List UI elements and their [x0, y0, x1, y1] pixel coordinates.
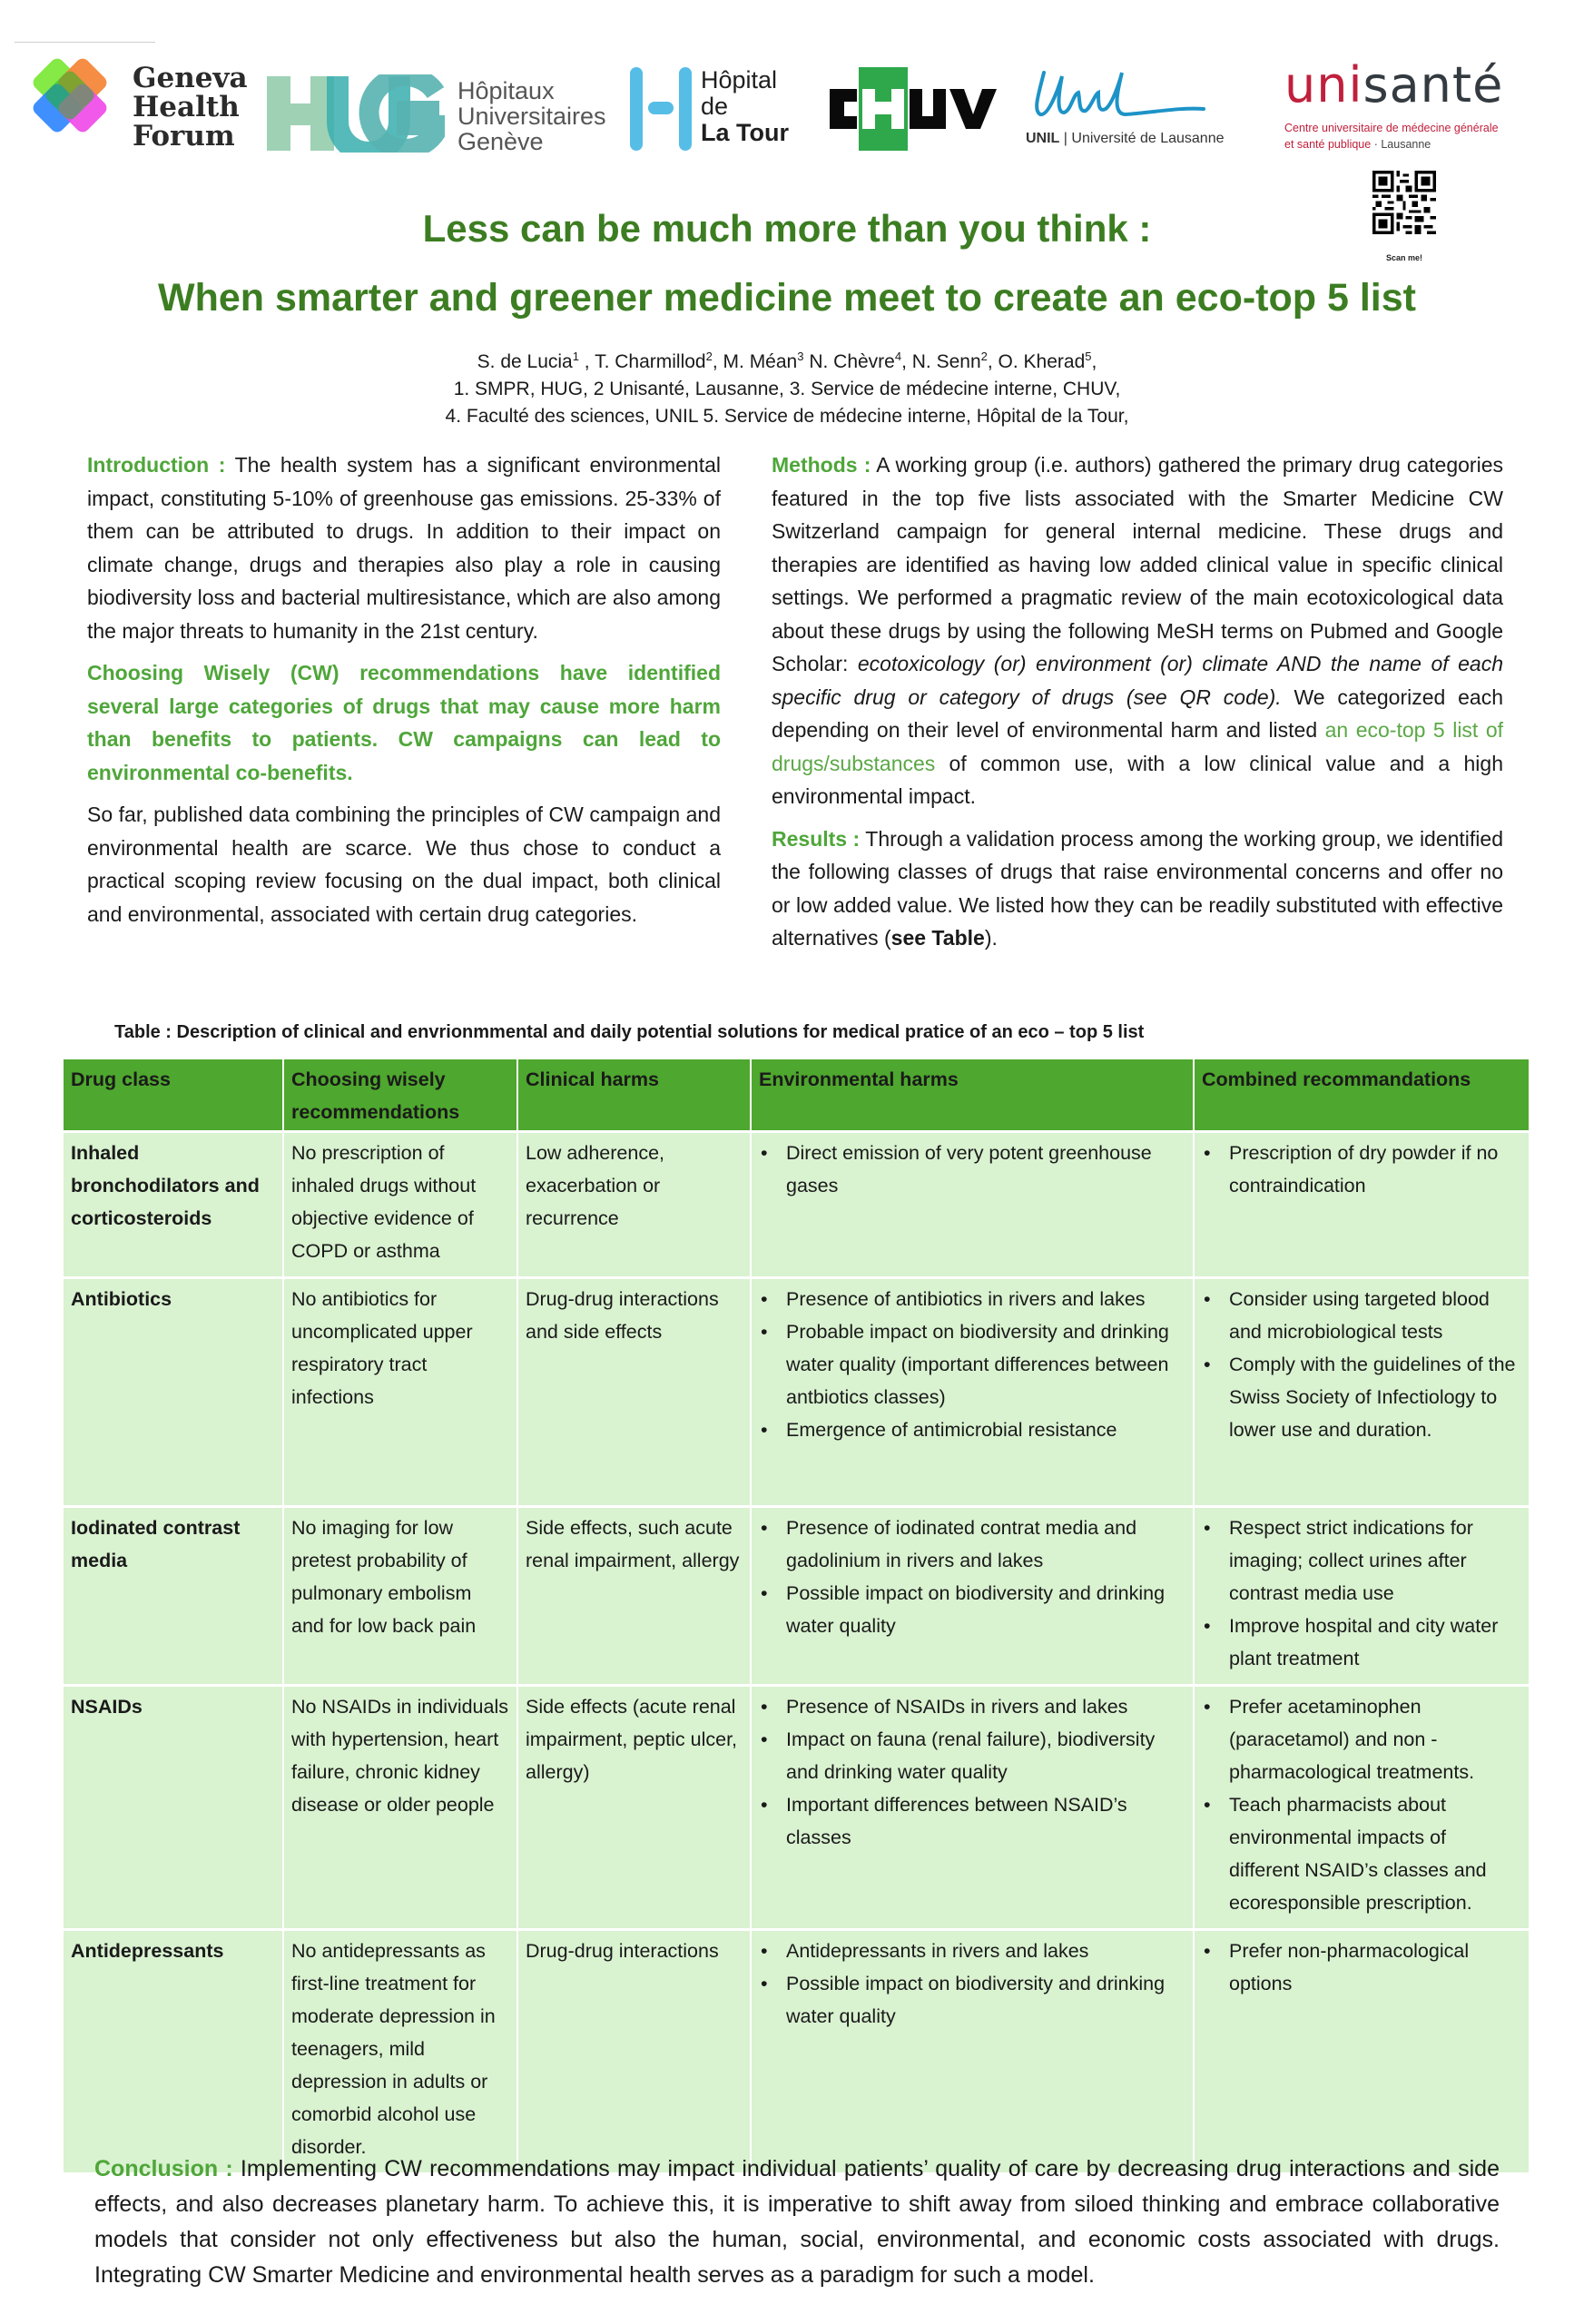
unil-name: Université de Lausanne [1071, 131, 1225, 146]
author: S. de Lucia$^1$ , [477, 350, 595, 372]
rec-cell [1194, 1507, 1530, 1686]
env-cell [751, 1507, 1194, 1686]
ghf-line-1: Geneva [133, 62, 248, 94]
author-list [0, 343, 1574, 376]
env-item: • Probable impact on biodiversity and drinking water quality (important differences between antbiotics classes) [786, 1315, 1185, 1413]
header-drug-class: Drug class [64, 1059, 283, 1132]
latour-h-icon [626, 65, 699, 153]
rec-item: • Prescription of dry powder if no contraindication [1229, 1137, 1521, 1202]
introduction-paragraph: Introduction : The health system has a significant environmental impact, constituting 5-10% of greenhouse gas emissions. 25-33% of them can be attributed to drugs. In addition to their impact on climate change, drugs and therapies also play a role in causing biodiversity loss and bacterial multiresistance, which are also among the major threats to humanity in the 21st century. [87, 453, 721, 643]
chuv-logo [828, 65, 1000, 153]
cw-cell: No NSAIDs in individuals with hypertension, heart failure, chronic kidney disease or older people [283, 1686, 517, 1930]
affiliations-line-1: 1. SMPR, HUG, 2 Unisanté, Lausanne, 3. Service de médecine interne, CHUV, [453, 379, 1121, 399]
hug-line-3: Genève [457, 128, 544, 155]
ghf-flower-icon [20, 58, 120, 158]
env-cell [751, 1930, 1194, 2173]
eco-top-5-highlight: an eco-top 5 list of drugs/substances [772, 718, 1503, 775]
env-item: • Presence of iodinated contrat media and gadolinium in rivers and lakes [786, 1512, 1185, 1577]
drug-class-cell: Antidepressants [64, 1930, 283, 2173]
env-item: • Impact on fauna (renal failure), biodiversity and drinking water quality [786, 1723, 1185, 1788]
drug-class-cell: Iodinated contrast media [64, 1507, 283, 1686]
unil-logo [1026, 67, 1262, 154]
env-item: • Important differences between NSAID’s classes [786, 1788, 1185, 1854]
env-cell [751, 1132, 1194, 1278]
unisante-sub-3: · Lausanne [1373, 138, 1431, 151]
table-row [64, 1278, 1530, 1507]
drug-class-cell: NSAIDs [64, 1686, 283, 1930]
unisante-uni: uni [1284, 56, 1363, 113]
env-item: • Presence of NSAIDs in rivers and lakes [786, 1690, 1185, 1723]
table-row [64, 1686, 1530, 1930]
latour-line-2: de [701, 93, 729, 120]
conclusion-section [94, 2152, 1500, 2293]
results-paragraph: Results : Through a validation process among the working group, we identified the following classes of drugs that raise environmental concerns and offer no or low added value. We listed how they can be readily substituted with effective alternatives (see Table). [772, 826, 1504, 950]
cw-cell: No antidepressants as first-line treatment for moderate depression in teenagers, mild depression in adults or comorbid alcohol use disorder. [283, 1930, 517, 2173]
chuv-mark-icon [828, 65, 1000, 153]
clinical-cell: Drug-drug interactions [517, 1930, 751, 2173]
unil-separator: | [1063, 131, 1067, 146]
author: N. Senn$^2$, [911, 350, 999, 372]
introduction-label: Introduction : [87, 453, 226, 477]
env-item: • Possible impact on biodiversity and drinking water quality [786, 1967, 1185, 2033]
affiliations-line-2: 4. Faculté des sciences, UNIL 5. Service de médecine interne, Hôpital de la Tour, [445, 406, 1129, 427]
hug-line-1: Hôpitaux [457, 77, 555, 104]
eco-top-5-table [64, 1059, 1530, 2172]
methods-paragraph: Methods : A working group (i.e. authors) gathered the primary drug categories featured in the top five lists associated with the Smarter Medicine CW Switzerland campaign for general internal medicine. These drugs and therapies are identified as having low added clinical value in specific clinical settings. We performed a pragmatic review of the main ecotoxicological data about these drugs by using the following MeSH terms on Pubmed and Google Scholar: ecotoxicology (or) environment (or) climate AND the name of each specific drug or category of drugs (see QR code). We categorized each depending on their level of environmental harm and listed an eco-top 5 list of drugs/substances of common use, with a low clinical value and a high environmental impact. [772, 453, 1504, 808]
results-label: Results : [772, 826, 861, 851]
unisante-sub-2: et santé publique [1284, 138, 1372, 151]
drug-class-cell: Inhaled bronchodilators and corticosteroids [64, 1132, 283, 1278]
rec-cell [1194, 1278, 1530, 1507]
rec-cell [1194, 1132, 1530, 1278]
qr-caption: Scan me! [1385, 253, 1423, 262]
drug-class-cell: Antibiotics [64, 1278, 283, 1507]
rec-cell [1194, 1930, 1530, 2173]
table-header-row [64, 1059, 1530, 1132]
env-item: • Antidepressants in rivers and lakes [786, 1935, 1185, 1967]
header-environmental-harms: Environmental harms [751, 1059, 1194, 1132]
rec-item: • Teach pharmacists about environmental impacts of different NSAID’s classes and ecoresponsible prescription. [1229, 1788, 1521, 1919]
rec-item: • Improve hospital and city water plant treatment [1229, 1610, 1521, 1675]
hopital-de-la-tour-logo [626, 65, 799, 153]
latour-line-1: Hôpital [701, 66, 778, 94]
introduction-paragraph-3: So far, published data combining the principles of CW campaign and environmental health are scarce. We thus chose to conduct a practical scoping review focusing on the dual impact, both clinical and environmental, associated with certain drug categories. [87, 803, 721, 926]
rec-item: • Prefer acetaminophen (paracetamol) and non - pharmacological treatments. [1229, 1690, 1521, 1788]
cw-cell: No antibiotics for uncomplicated upper respiratory tract infections [283, 1278, 517, 1507]
introduction-highlight: Choosing Wisely (CW) recommendations have identified several large categories of drugs that may cause more harm than benefits to patients. CW campaigns can lead to environmental co-benefits. [87, 661, 721, 784]
ghf-line-3: Forum [133, 120, 235, 153]
rec-item: • Consider using targeted blood and microbiological tests [1229, 1283, 1521, 1348]
rec-item: • Prefer non-pharmacological options [1229, 1935, 1521, 2000]
clinical-cell: Side effects (acute renal impairment, peptic ulcer, allergy) [517, 1686, 751, 1930]
cw-cell: No prescription of inhaled drugs without objective evidence of COPD or asthma [283, 1132, 517, 1278]
env-item: • Direct emission of very potent greenhouse gases [786, 1137, 1185, 1202]
clinical-cell: Low adherence, exacerbation or recurrence [517, 1132, 751, 1278]
author: M. Méan$^3$ [723, 350, 804, 372]
title-line-2: When smarter and greener medicine meet to create an eco-top 5 list [158, 276, 1416, 320]
rec-item: • Respect strict indications for imaging; collect urines after contrast media use [1229, 1512, 1521, 1610]
table-row [64, 1507, 1530, 1686]
env-cell [751, 1686, 1194, 1930]
header-combined-recommendations: Combined recommandations [1194, 1059, 1530, 1132]
env-item: • Emergence of antimicrobial resistance [786, 1413, 1185, 1446]
introduction-section [87, 448, 721, 940]
unisante-logo [1284, 58, 1557, 158]
author: N. Chèvre$^4$, [809, 350, 912, 372]
latour-line-3: La Tour [701, 119, 789, 146]
authors-block [0, 343, 1574, 430]
header-divider [15, 42, 155, 43]
author: T. Charmillod$^2$, [595, 350, 723, 372]
methods-results-section [772, 448, 1503, 964]
author: O. Kherad$^5$, [998, 350, 1097, 372]
header-choosing-wisely: Choosing wisely recommendations [283, 1059, 517, 1132]
env-item: • Presence of antibiotics in rivers and lakes [786, 1283, 1185, 1315]
see-table-ref: see Table [890, 926, 985, 950]
hug-logo [263, 74, 608, 156]
hug-line-2: Universitaires [457, 103, 606, 130]
cw-cell: No imaging for low pretest probability of pulmonary embolism and for low back pain [283, 1507, 517, 1686]
unil-script-icon [1026, 67, 1207, 125]
unil-abbrev: UNIL [1026, 131, 1060, 146]
unisante-sante: santé [1362, 56, 1504, 113]
header-clinical-harms: Clinical harms [517, 1059, 751, 1132]
rec-cell [1194, 1686, 1530, 1930]
env-cell [751, 1278, 1194, 1507]
ghf-line-2: Health [133, 91, 240, 123]
conclusion-text: Implementing CW recommendations may impact individual patients’ quality of care by decreasing drug interactions and side effects, and also decreases planetary harm. To achieve this, it is imperative to shift away from siloed thinking and embrace collaborative models that consider not only effectiveness but also the human, social, environmental, and economic costs associated with drugs. Integrating CW Smarter Medicine and environmental health serves as a paradigm for such a model. [94, 2156, 1500, 2288]
table-row [64, 1930, 1530, 2173]
unisante-sub-1: Centre universitaire de médecine générale [1284, 122, 1499, 134]
title-line-1: Less can be much more than you think : [422, 207, 1152, 250]
env-item: • Possible impact on biodiversity and drinking water quality [786, 1577, 1185, 1642]
hug-mark-icon [263, 74, 445, 153]
methods-label: Methods : [772, 453, 871, 477]
table-row [64, 1132, 1530, 1278]
geneva-health-forum-logo [20, 58, 265, 158]
conclusion-label: Conclusion : [94, 2156, 233, 2181]
table-caption: Table : Description of clinical and envrionmmental and daily potential solutions for medical pratice of an eco – top 5 list [114, 1022, 1145, 1042]
clinical-cell: Side effects, such acute renal impairment, allergy [517, 1507, 751, 1686]
clinical-cell: Drug-drug interactions and side effects [517, 1278, 751, 1507]
rec-item: • Comply with the guidelines of the Swiss Society of Infectiology to lower use and duration. [1229, 1348, 1521, 1446]
